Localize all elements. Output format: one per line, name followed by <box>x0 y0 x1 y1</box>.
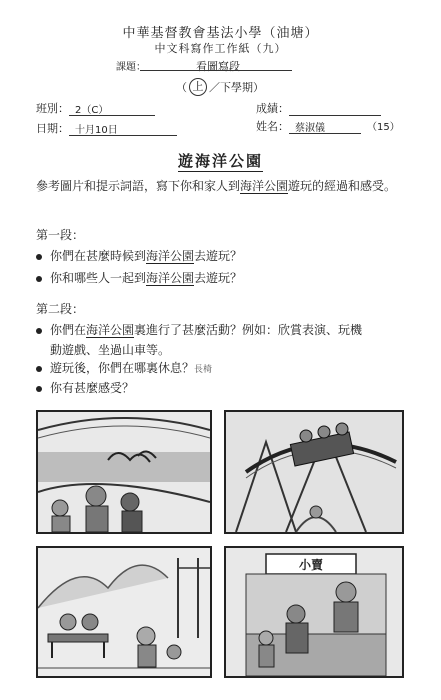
picture-snack-kiosk <box>224 546 404 678</box>
bullet-dot <box>36 276 42 282</box>
subject-underline <box>140 70 292 71</box>
bullet-dot <box>36 366 42 372</box>
park-name: 海洋公園 <box>240 179 289 193</box>
date-field <box>36 120 177 136</box>
section2-heading: 第二段： <box>36 302 85 316</box>
section2-bullet-2: 遊玩後，你們在哪裏休息？長椅 <box>36 358 408 380</box>
subject-value: 看圖寫段 <box>196 60 240 73</box>
date-value: 十月10日 <box>75 125 118 136</box>
instructions: 參考圖片和提示詞語，寫下你和家人到海洋公園遊玩的經過和感受。 <box>36 179 397 193</box>
handwritten-note: 長椅 <box>194 365 213 375</box>
school-name: 中華基督教會基法小學（油塘） <box>122 26 319 41</box>
name-field <box>256 118 400 134</box>
section1-bullet-2: 你和哪些人一起到海洋公園去遊玩？ <box>36 268 408 288</box>
class-value: 2（C） <box>75 105 109 116</box>
class-field <box>36 100 155 116</box>
score-value <box>289 103 295 114</box>
essay-title: 遊海洋公園 <box>177 152 263 170</box>
class-label: 班別： <box>36 102 69 115</box>
bullet-dot <box>36 386 42 392</box>
student-number: （15） <box>367 122 400 133</box>
score-field <box>256 100 381 116</box>
picture-watching-show <box>36 410 212 534</box>
term-circled: 上 <box>189 78 207 96</box>
name-label: 姓名： <box>256 120 289 133</box>
score-label: 成績： <box>256 102 289 115</box>
picture-resting-bench <box>36 546 212 678</box>
term-selection <box>176 78 264 96</box>
section2-bullet-1: 你們在海洋公園裏進行了甚麼活動？例如：欣賞表演、玩機 動遊戲、坐過山車等。 <box>36 320 408 360</box>
worksheet-title: 中文科寫作工作紙（九） <box>154 42 287 55</box>
subject-label: 課題： <box>116 62 146 73</box>
bullet-dot <box>36 254 42 260</box>
bullet-dot <box>36 328 42 334</box>
term-rest: ／下學期） <box>209 81 264 94</box>
date-label: 日期： <box>36 122 69 135</box>
section1-heading: 第一段： <box>36 228 85 242</box>
term-open-paren: （ <box>176 81 187 94</box>
section2-bullet-3: 你有甚麼感受？ <box>36 378 408 398</box>
name-value: 蔡淑儀 <box>295 123 325 134</box>
section1-bullet-1: 你們在甚麼時候到海洋公園去遊玩？ <box>36 246 408 266</box>
picture-roller-coaster <box>224 410 404 534</box>
kiosk-sign: 小賣 <box>298 558 324 572</box>
